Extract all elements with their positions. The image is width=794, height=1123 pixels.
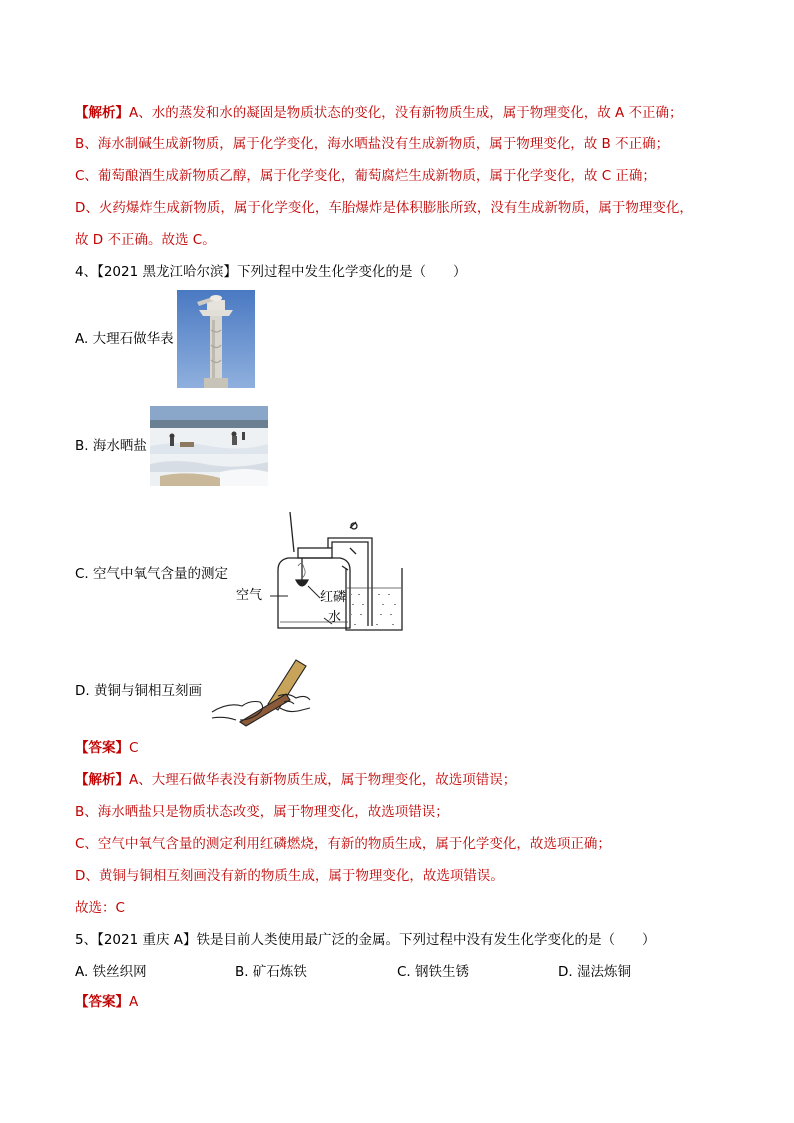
q4-answer bbox=[75, 739, 138, 757]
analysis3-line4: D、火药爆炸生成新物质，属于化学变化，车胎爆炸是体积膨胀所致，没有生成新物质，属于物理变化， bbox=[75, 200, 693, 216]
analysis3-line2: B、海水制碱生成新物质，属于化学变化，海水晒盐没有生成新物质，属于物理变化，故 B 不正确； bbox=[75, 136, 670, 152]
q4-option-d: D. 黄铜与铜相互刻画 bbox=[75, 683, 202, 699]
analysis3-line5: 故 D 不正确。故选 C。 bbox=[75, 232, 216, 248]
q5-option-b: B. 矿石炼铁 bbox=[235, 964, 307, 980]
q4-analysis-line2: B、海水晒盐只是物质状态改变，属于物理变化，故选项错误； bbox=[75, 804, 449, 820]
q5-stem: 5、【2021 重庆 A】铁是目前人类使用最广泛的金属。下列过程中没有发生化学变化的是（ ） bbox=[75, 932, 656, 948]
analysis3-line1: 【解析】A、水的蒸发和水的凝固是物质状态的变化，没有新物质生成，属于物理变化，故 A 不正确； bbox=[75, 105, 683, 121]
label-water: 水 bbox=[328, 610, 342, 625]
q4-option-c: C. 空气中氧气含量的测定 bbox=[75, 566, 229, 582]
q4-option-a: A. 大理石做华表 bbox=[75, 331, 174, 347]
answer-label: 【答案】 bbox=[75, 740, 129, 756]
q5-option-c: C. 钢铁生锈 bbox=[397, 964, 470, 980]
answer-value: C bbox=[129, 740, 139, 756]
q4-analysis-line1: 【解析】A、大理石做华表没有新物质生成，属于物理变化，故选项错误； bbox=[75, 772, 517, 788]
label-red-phosphorus: 红磷 bbox=[320, 590, 347, 605]
q4-stem: 4、【2021 黑龙江哈尔滨】下列过程中发生化学变化的是（ ） bbox=[75, 264, 467, 280]
q5-option-d: D. 湿法炼铜 bbox=[558, 964, 631, 980]
salt-field-photo bbox=[150, 406, 268, 486]
analysis-label: 【解析】 bbox=[75, 105, 129, 121]
q4-analysis-line4: D、黄铜与铜相互刻画没有新的物质生成，属于物理变化，故选项错误。 bbox=[75, 868, 504, 884]
oxygen-measurement-apparatus bbox=[232, 508, 404, 634]
brass-copper-scratch-illustration bbox=[210, 656, 312, 728]
q4-analysis-line3: C、空气中氧气含量的测定利用红磷燃烧，有新的物质生成，属于化学变化，故选项正确； bbox=[75, 836, 611, 852]
huabiao-photo bbox=[177, 290, 255, 388]
analysis3-line3: C、葡萄酿酒生成新物质乙醇，属于化学变化，葡萄腐烂生成新物质，属于化学变化，故 C 正确； bbox=[75, 168, 656, 184]
label-air: 空气 bbox=[236, 588, 263, 603]
q4-option-b: B. 海水晒盐 bbox=[75, 438, 147, 454]
q5-option-a: A. 铁丝织网 bbox=[75, 964, 147, 980]
q5-answer: 【答案】A bbox=[75, 994, 139, 1010]
q4-conclusion: 故选：C bbox=[75, 900, 125, 916]
